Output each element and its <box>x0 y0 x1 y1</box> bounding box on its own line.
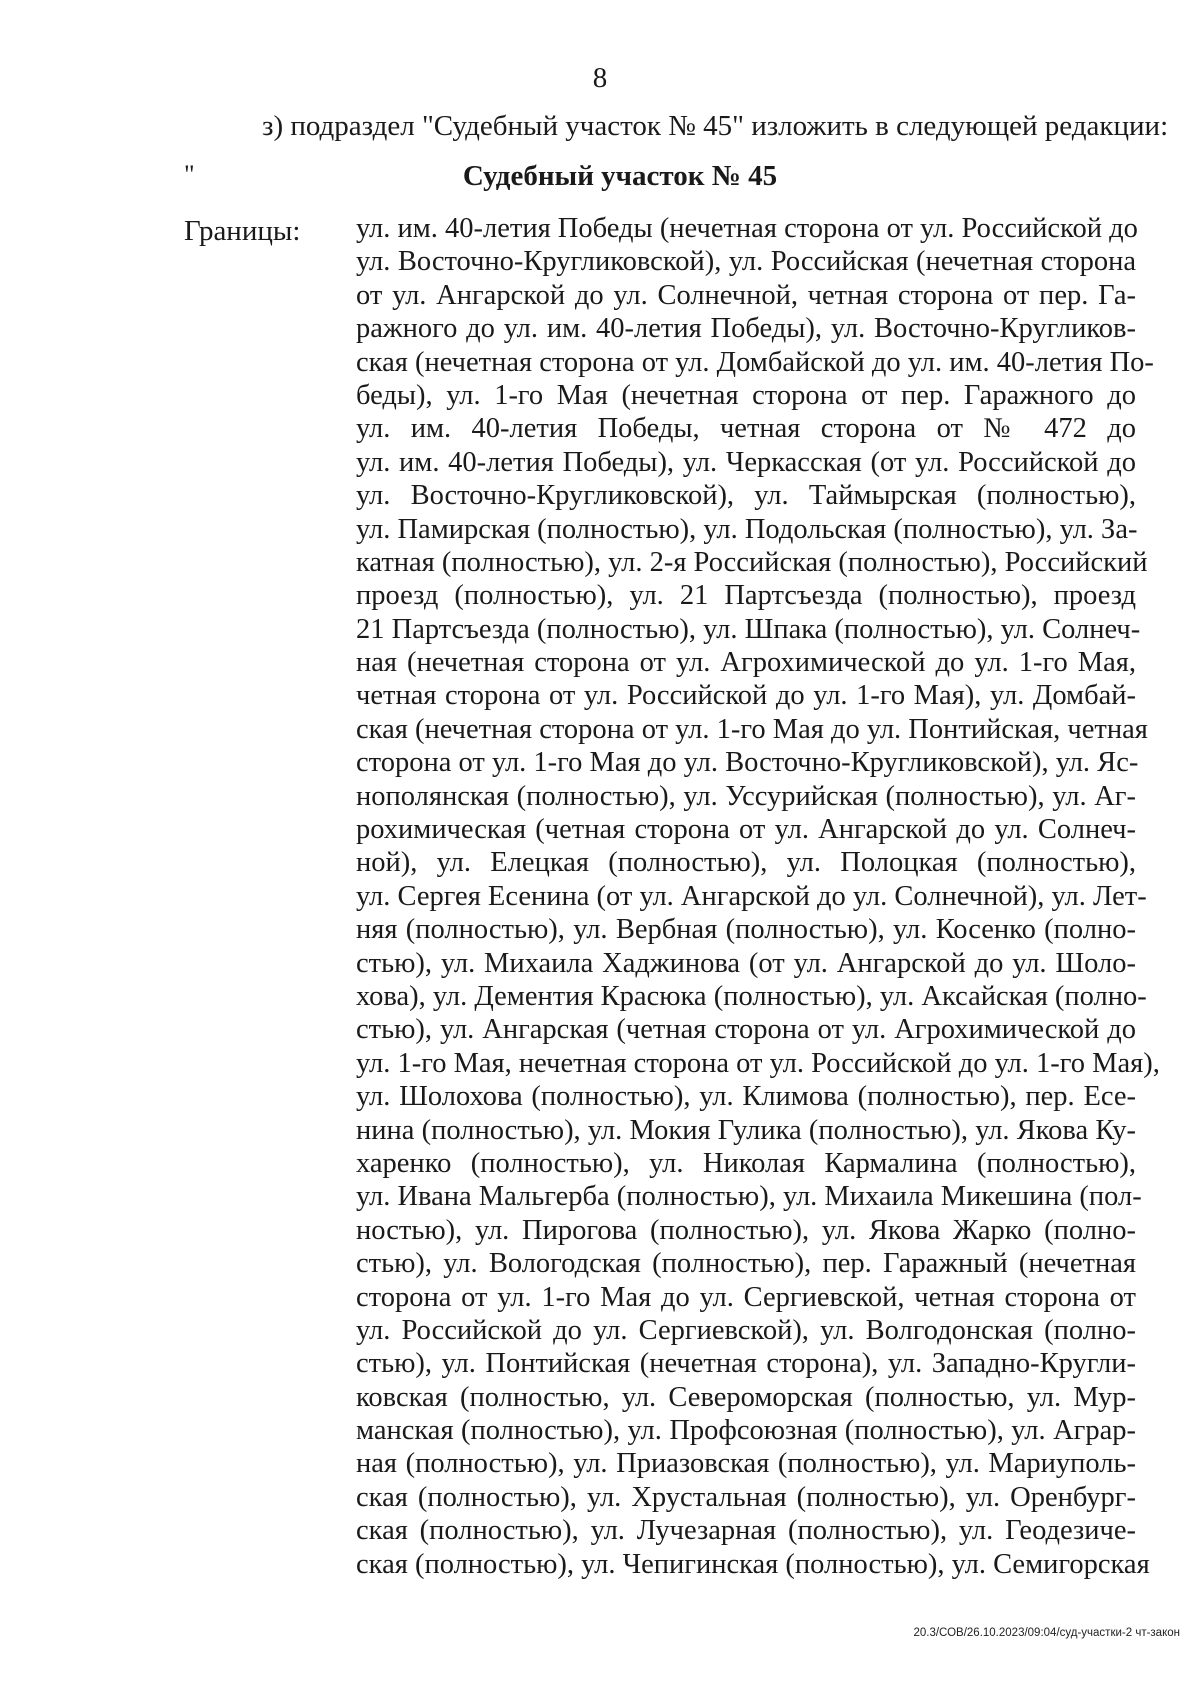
text-line: проезд (полностью), ул. 21 Партсъезда (полностью), проезд <box>356 580 1136 612</box>
text-line: ул. Памирская (полностью), ул. Подольская (полностью), ул. За- <box>356 513 1138 545</box>
text-line: стью), ул. Михаила Хаджинова (от ул. Ангарской до ул. Шоло- <box>356 947 1136 979</box>
text-line: ная (полностью), ул. Приазовская (полностью), ул. Мариуполь- <box>356 1448 1136 1480</box>
text-line: ская (нечетная сторона от ул. Домбайской до ул. им. 40-летия По- <box>356 346 1154 378</box>
boundaries-text <box>356 212 1160 1581</box>
text-line: ул. Восточно-Кругликовской), ул. Таймырская (полностью), <box>356 480 1136 512</box>
text-line: хова), ул. Дементия Красюка (полностью), ул. Аксайская (полно- <box>356 980 1147 1012</box>
text-line: няя (полностью), ул. Вербная (полностью), ул. Косенко (полно- <box>356 914 1136 946</box>
text-line: катная (полностью), ул. 2-я Российская (полностью), Российский <box>356 546 1148 578</box>
text-line: ская (полностью), ул. Чепигинская (полностью), ул. Семигорская <box>356 1548 1150 1580</box>
text-line: ул. им. 40-летия Победы), ул. Черкасская (от ул. Российской до <box>356 446 1136 478</box>
boundaries-label: Границы: <box>184 215 301 247</box>
text-line: стью), ул. Вологодская (полностью), пер. Гаражный (нечетная <box>356 1248 1136 1280</box>
text-line: харенко (полностью), ул. Николая Кармалина (полностью), <box>356 1147 1136 1179</box>
text-line: ул. 1-го Мая, нечетная сторона от ул. Российской до ул. 1-го Мая), <box>356 1047 1160 1079</box>
text-line: нина (полностью), ул. Мокия Гулика (полностью), ул. Якова Ку- <box>356 1114 1136 1146</box>
text-line: ражного до ул. им. 40-летия Победы), ул. Восточно-Кругликов- <box>356 313 1136 345</box>
text-line: стью), ул. Понтийская (нечетная сторона), ул. Западно-Кругли- <box>356 1348 1136 1380</box>
text-line: ул. Сергея Есенина (от ул. Ангарской до ул. Солнечной), ул. Лет- <box>356 880 1147 912</box>
text-line: ул. Шолохова (полностью), ул. Климова (полностью), пер. Есе- <box>356 1081 1136 1113</box>
text-line: ул. Восточно-Кругликовской), ул. Российская (нечетная сторона <box>356 246 1136 278</box>
page-number: 8 <box>592 62 608 94</box>
opening-quote: " <box>184 160 195 189</box>
section-title: Судебный участок № 45 <box>462 160 778 192</box>
text-line: ковская (полностью, ул. Североморская (полностью, ул. Мур- <box>356 1381 1136 1413</box>
text-line: ностью), ул. Пирогова (полностью), ул. Якова Жарко (полно- <box>356 1214 1136 1246</box>
text-line: ская (полностью), ул. Лучезарная (полностью), ул. Геодезиче- <box>356 1515 1136 1547</box>
text-line: сторона от ул. 1-го Мая до ул. Восточно-Кругликовской), ул. Яс- <box>356 747 1139 779</box>
text-line: ул. им. 40-летия Победы (нечетная сторона от ул. Российской до <box>356 213 1138 244</box>
text-line: манская (полностью), ул. Профсоюзная (полностью), ул. Аграр- <box>356 1415 1136 1447</box>
text-line: ская (нечетная сторона от ул. 1-го Мая до ул. Понтийская, четная <box>356 713 1148 745</box>
text-line: ной), ул. Елецкая (полностью), ул. Полоцкая (полностью), <box>356 847 1136 879</box>
document-footer: 20.3/СОВ/26.10.2023/09:04/суд-участки-2 чт-закон <box>913 1627 1180 1639</box>
intro-paragraph: з) подраздел "Судебный участок № 45" изложить в следующей редакции: <box>262 110 1169 142</box>
text-line: стью), ул. Ангарская (четная сторона от ул. Агрохимической до <box>356 1014 1136 1046</box>
text-line: 21 Партсъезда (полностью), ул. Шпака (полностью), ул. Солнеч- <box>356 613 1141 645</box>
text-line: от ул. Ангарской до ул. Солнечной, четная сторона от пер. Га- <box>356 279 1136 311</box>
text-line: ул. Российской до ул. Сергиевской), ул. Волгодонская (полно- <box>356 1314 1136 1346</box>
text-line: сторона от ул. 1-го Мая до ул. Сергиевской, четная сторона от <box>356 1281 1136 1313</box>
text-line: нополянская (полностью), ул. Уссурийская (полностью), ул. Аг- <box>356 780 1136 812</box>
text-line: ская (полностью), ул. Хрустальная (полностью), ул. Оренбург- <box>356 1481 1136 1513</box>
text-line: беды), ул. 1-го Мая (нечетная сторона от пер. Гаражного до <box>356 379 1136 411</box>
text-line: ул. Ивана Мальгерба (полностью), ул. Михаила Микешина (пол- <box>356 1181 1142 1213</box>
text-line: ул. им. 40-летия Победы, четная сторона от № 472 до <box>356 413 1136 445</box>
text-line: рохимическая (четная сторона от ул. Ангарской до ул. Солнеч- <box>356 814 1136 846</box>
text-line: ная (нечетная сторона от ул. Агрохимической до ул. 1-го Мая, <box>356 647 1136 679</box>
text-line: четная сторона от ул. Российской до ул. 1-го Мая), ул. Домбай- <box>356 680 1136 712</box>
